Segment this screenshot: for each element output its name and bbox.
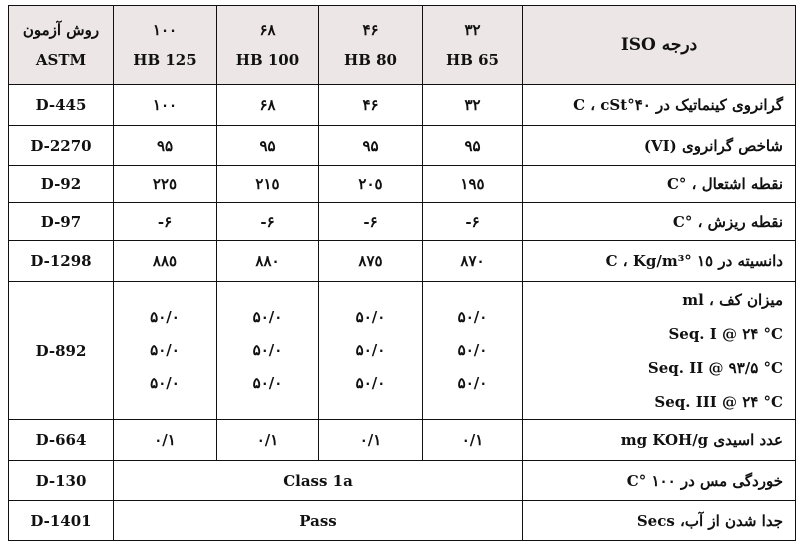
- table-row: [9, 203, 796, 241]
- value-cell: ١٩٥: [423, 166, 523, 203]
- foam-value: ۵٠/٠: [150, 308, 180, 326]
- property-cell: جدا شدن از آب، Secs: [523, 501, 796, 541]
- foam-value: ۵٠/٠: [252, 308, 283, 326]
- header-grade-iso: ۴۶: [362, 21, 379, 39]
- property-cell: عدد اسیدی mg KOH/g: [523, 420, 796, 461]
- method-cell: D-1401: [9, 501, 114, 541]
- header-grade-hb: HB 65: [446, 51, 499, 69]
- header-grade-cell: [217, 6, 319, 85]
- method-cell: D-1298: [9, 241, 114, 282]
- foam-value: ۵٠/٠: [150, 374, 180, 392]
- value-cell: ٨٧٠: [423, 241, 523, 282]
- foam-value: ۵٠/٠: [457, 341, 488, 359]
- header-grade-hb: HB 125: [133, 51, 197, 69]
- foam-seq-line: Seq. III @ ٢۴ °C: [654, 392, 783, 411]
- header-grade-iso: ۶٨: [259, 21, 276, 39]
- foam-value: ۵٠/٠: [252, 374, 283, 392]
- value-cell: ٢٢٥: [114, 166, 217, 203]
- method-cell: D-445: [9, 85, 114, 126]
- value-cell: ۹۵: [114, 126, 217, 166]
- method-cell: D-130: [9, 461, 114, 501]
- value-cell: ٠/١: [114, 420, 217, 461]
- header-grade-iso: ١٠٠: [152, 21, 178, 39]
- header-method-en: ASTM: [35, 51, 87, 69]
- value-cell: ۹۵: [423, 126, 523, 166]
- foam-value: ۵٠/٠: [252, 341, 283, 359]
- header-grade-hb: HB 80: [344, 51, 397, 69]
- table-row: [9, 501, 796, 541]
- method-cell: D-892: [9, 282, 114, 420]
- foam-values-cell: [217, 282, 319, 420]
- merged-value-cell: Class 1a: [114, 461, 523, 501]
- value-cell: ۴۶: [319, 85, 423, 126]
- method-cell: D-92: [9, 166, 114, 203]
- foam-row: [9, 282, 796, 420]
- property-cell: گرانروی کینماتیک در ۴۰°C ، cSt: [523, 85, 796, 126]
- property-cell: شاخص گرانروی (VI): [523, 126, 796, 166]
- value-cell: -۶: [217, 203, 319, 241]
- table-row: [9, 241, 796, 282]
- header-grade-cell: [423, 6, 523, 85]
- value-cell: ٢٠٥: [319, 166, 423, 203]
- foam-seq-line: Seq. I @ ٢۴ °C: [668, 324, 783, 343]
- foam-value: ۵٠/٠: [457, 374, 488, 392]
- method-cell: D-664: [9, 420, 114, 461]
- foam-values-cell: [423, 282, 523, 420]
- property-cell: دانسیته در ١٥ °C ، Kg/m³: [523, 241, 796, 282]
- foam-value: ۵٠/٠: [457, 308, 488, 326]
- value-cell: ۹۵: [217, 126, 319, 166]
- property-cell: خوردگی مس در ١٠٠ °C: [523, 461, 796, 501]
- value-cell: ٨٧٥: [319, 241, 423, 282]
- table-row: [9, 126, 796, 166]
- value-cell: -۶: [423, 203, 523, 241]
- header-property-cell: درجه ISO: [523, 6, 796, 85]
- value-cell: ٨٨٥: [114, 241, 217, 282]
- value-cell: ١٠٠: [114, 85, 217, 126]
- value-cell: ٠/١: [423, 420, 523, 461]
- foam-seq-line: Seq. II @ ۹٣/۵ °C: [647, 358, 783, 377]
- header-grade-cell: [319, 6, 423, 85]
- value-cell: ٣٢: [423, 85, 523, 126]
- property-cell: نقطه اشتعال ، °C: [523, 166, 796, 203]
- foam-title: میزان کف ، ml: [682, 290, 783, 309]
- value-cell: ۹۵: [319, 126, 423, 166]
- header-method-cell: [9, 6, 114, 85]
- table-row: [9, 166, 796, 203]
- method-cell: D-97: [9, 203, 114, 241]
- merged-value-cell: Pass: [114, 501, 523, 541]
- table-row: [9, 420, 796, 461]
- foam-values-cell: [319, 282, 423, 420]
- foam-value: ۵٠/٠: [355, 374, 386, 392]
- value-cell: ٠/١: [319, 420, 423, 461]
- value-cell: -۶: [319, 203, 423, 241]
- table-row: [9, 461, 796, 501]
- table-row: [9, 85, 796, 126]
- method-cell: D-2270: [9, 126, 114, 166]
- foam-values-cell: [114, 282, 217, 420]
- header-grade-cell: [114, 6, 217, 85]
- foam-value: ۵٠/٠: [355, 308, 386, 326]
- header-grade-iso: ٣٢: [464, 21, 481, 39]
- value-cell: ٠/١: [217, 420, 319, 461]
- spec-table-container: [8, 5, 796, 541]
- foam-value: ۵٠/٠: [150, 341, 180, 359]
- value-cell: ٢١٥: [217, 166, 319, 203]
- spec-table: [8, 5, 796, 541]
- foam-property-cell: [523, 282, 796, 420]
- property-cell: نقطه ریزش ، °C: [523, 203, 796, 241]
- foam-value: ۵٠/٠: [355, 341, 386, 359]
- value-cell: ٨٨٠: [217, 241, 319, 282]
- value-cell: -۶: [114, 203, 217, 241]
- header-grade-hb: HB 100: [235, 51, 300, 69]
- value-cell: ۶٨: [217, 85, 319, 126]
- header-row: [9, 6, 796, 85]
- header-method-fa: روش آزمون: [22, 21, 100, 39]
